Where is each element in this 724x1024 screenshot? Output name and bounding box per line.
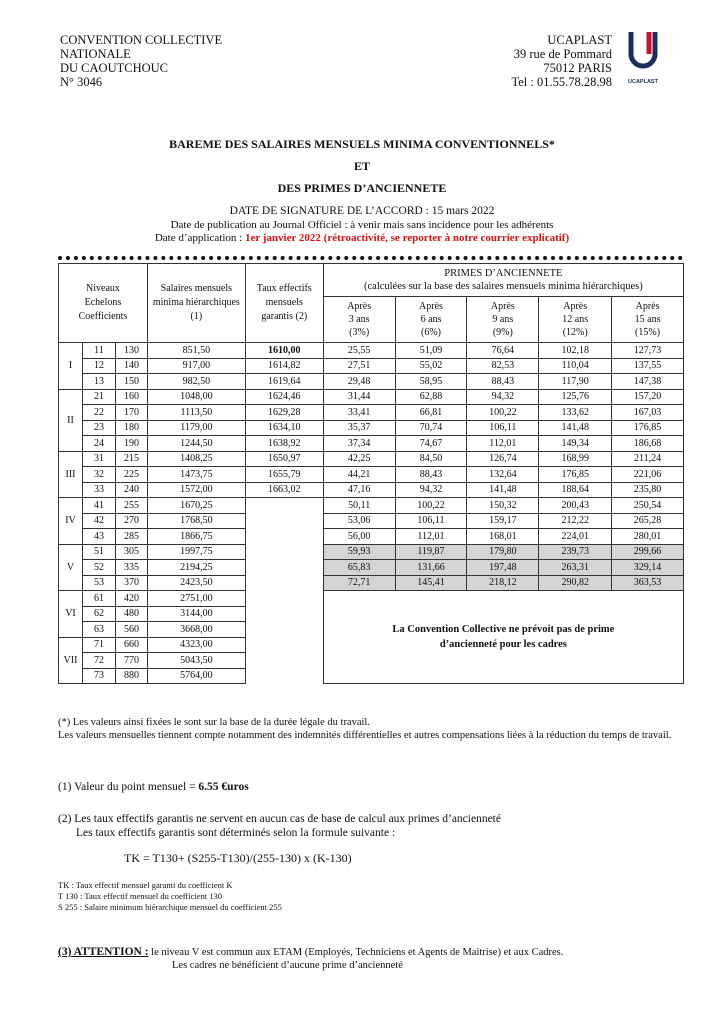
- table-row: [59, 482, 684, 498]
- prime-cell: 263,31: [539, 560, 612, 576]
- prime-cell: 106,11: [395, 513, 467, 529]
- primes-col-label: (6%): [421, 327, 441, 338]
- echelon-cell: 71: [82, 637, 115, 653]
- salary-cell: 2751,00: [147, 591, 245, 607]
- salary-cell: 851,50: [147, 343, 245, 359]
- salary-cell: 3668,00: [147, 622, 245, 638]
- prime-cell: 141,48: [467, 482, 539, 498]
- prime-cell: 56,00: [323, 529, 395, 545]
- prime-cell: 94,32: [467, 389, 539, 405]
- prime-cell: 88,43: [467, 374, 539, 390]
- prime-cell: 100,22: [467, 405, 539, 421]
- echelon-cell: 24: [82, 436, 115, 452]
- col-salaires-header: [147, 264, 245, 343]
- echelon-cell: 11: [82, 343, 115, 359]
- primes-col-label: 3 ans: [348, 314, 370, 325]
- header-left-line: CONVENTION COLLECTIVE: [60, 33, 223, 47]
- prime-cell: 94,32: [395, 482, 467, 498]
- separator-line: [58, 256, 683, 260]
- echelon-cell: 42: [82, 513, 115, 529]
- salary-cell: 1572,00: [147, 482, 245, 498]
- coefficient-cell: 660: [115, 637, 147, 653]
- echelon-cell: 32: [82, 467, 115, 483]
- attention-text-2: Les cadres ne bénéficient d’aucune prime d’ancienneté: [172, 960, 403, 971]
- prime-cell: 100,22: [395, 498, 467, 514]
- salary-cell: 1113,50: [147, 405, 245, 421]
- prime-cell: 188,64: [539, 482, 612, 498]
- echelon-cell: 62: [82, 606, 115, 622]
- prime-cell: 106,11: [467, 420, 539, 436]
- primes-col-label: 12 ans: [562, 314, 589, 325]
- table-row: [59, 529, 684, 545]
- prime-cell: 29,48: [323, 374, 395, 390]
- salary-cell: 1997,75: [147, 544, 245, 560]
- legend-tk: TK : Taux effectif mensuel garanti du coefficient K: [58, 880, 233, 890]
- prime-cell: 59,93: [323, 544, 395, 560]
- echelon-cell: 23: [82, 420, 115, 436]
- prime-cell: 149,34: [539, 436, 612, 452]
- prime-cell: 176,85: [612, 420, 684, 436]
- prime-cell: 44,21: [323, 467, 395, 483]
- attention-text-1: le niveau V est commun aux ETAM (Employés, Techniciens et Agents de Maitrise) et aux Cadres.: [148, 947, 564, 958]
- coefficient-cell: 140: [115, 358, 147, 374]
- salary-cell: 2194,25: [147, 560, 245, 576]
- table-row: [59, 591, 684, 607]
- prime-cell: 329,14: [612, 560, 684, 576]
- header-left-line: NATIONALE: [60, 47, 131, 61]
- prime-cell: 117,90: [539, 374, 612, 390]
- table-row: [59, 358, 684, 374]
- title-line3: DES PRIMES D’ANCIENNETE: [277, 181, 447, 195]
- prime-cell: 58,95: [395, 374, 467, 390]
- primes-col-label: Après: [635, 301, 660, 312]
- level-cell: III: [59, 451, 83, 498]
- echelon-cell: 52: [82, 560, 115, 576]
- prime-cell: 218,12: [467, 575, 539, 591]
- coefficient-cell: 240: [115, 482, 147, 498]
- prime-cell: 62,88: [395, 389, 467, 405]
- echelon-cell: 73: [82, 668, 115, 684]
- coefficient-cell: 130: [115, 343, 147, 359]
- taux-cell: 1655,79: [245, 467, 323, 483]
- prime-cell: 168,01: [467, 529, 539, 545]
- coefficient-cell: 150: [115, 374, 147, 390]
- level-cell: II: [59, 389, 83, 451]
- coefficient-cell: 770: [115, 653, 147, 669]
- salary-cell: 1670,25: [147, 498, 245, 514]
- logo-text: UCAPLAST: [628, 79, 658, 85]
- col-taux-label: Taux effectifs mensuels garantis (2): [256, 283, 312, 322]
- prime-cell: 70,74: [395, 420, 467, 436]
- prime-cell: 239,73: [539, 544, 612, 560]
- coefficient-cell: 370: [115, 575, 147, 591]
- level-cell: VII: [59, 637, 83, 684]
- prime-cell: 235,80: [612, 482, 684, 498]
- prime-cell: 137,55: [612, 358, 684, 374]
- point-value: 6.55 €uros: [198, 781, 249, 793]
- signature-date: DATE DE SIGNATURE DE L’ACCORD : 15 mars 2022: [229, 205, 495, 217]
- table-row: [59, 575, 684, 591]
- salary-table: [58, 263, 684, 684]
- table-row: [59, 467, 684, 483]
- coefficient-cell: 880: [115, 668, 147, 684]
- attention-label: (3) ATTENTION :: [58, 946, 149, 958]
- prime-cell: 112,01: [395, 529, 467, 545]
- primes-col-label: 9 ans: [492, 314, 514, 325]
- salary-cell: 917,00: [147, 358, 245, 374]
- prime-cell: 31,44: [323, 389, 395, 405]
- prime-cell: 55,02: [395, 358, 467, 374]
- primes-header: [323, 264, 683, 297]
- table-row: [59, 451, 684, 467]
- prime-cell: 159,17: [467, 513, 539, 529]
- salary-cell: 1768,50: [147, 513, 245, 529]
- header-right-line: UCAPLAST: [547, 33, 612, 47]
- prime-cell: 125,76: [539, 389, 612, 405]
- coefficient-cell: 215: [115, 451, 147, 467]
- point-prefix: (1) Valeur du point mensuel =: [58, 781, 199, 793]
- coefficient-cell: 420: [115, 591, 147, 607]
- coefficient-cell: 270: [115, 513, 147, 529]
- echelon-cell: 41: [82, 498, 115, 514]
- taux-cell: 1624,46: [245, 389, 323, 405]
- prime-cell: 53,06: [323, 513, 395, 529]
- taux-cell: 1650,97: [245, 451, 323, 467]
- header-left-line: DU CAOUTCHOUC: [60, 61, 168, 75]
- salary-cell: 3144,00: [147, 606, 245, 622]
- primes-title: PRIMES D’ANCIENNETE: [444, 268, 563, 279]
- prime-cell: 82,53: [467, 358, 539, 374]
- col-salaires-label: Salaires mensuels minima hiérarchiques (1): [152, 283, 240, 322]
- salary-cell: 1866,75: [147, 529, 245, 545]
- prime-cell: 33,41: [323, 405, 395, 421]
- taux-empty-cell: [245, 498, 323, 684]
- col-taux-header: [245, 264, 323, 343]
- prime-cell: 102,18: [539, 343, 612, 359]
- table-row: [59, 420, 684, 436]
- legend-t130: T 130 : Taux effectif mensuel du coefficient 130: [58, 891, 223, 901]
- application-red: 1er janvier 2022 (rétroactivité, se reporter à notre courrier explicatif): [244, 232, 570, 244]
- prime-cell: 280,01: [612, 529, 684, 545]
- primes-col-label: 15 ans: [634, 314, 661, 325]
- header-right-line: Tel : 01.55.78.28.98: [511, 75, 612, 89]
- prime-cell: 42,25: [323, 451, 395, 467]
- salary-cell: 1244,50: [147, 436, 245, 452]
- header-right: [440, 33, 612, 89]
- prime-cell: 150,32: [467, 498, 539, 514]
- salary-cell: 1473,75: [147, 467, 245, 483]
- prime-cell: 27,51: [323, 358, 395, 374]
- primes-col-label: (15%): [635, 327, 661, 338]
- prime-cell: 127,73: [612, 343, 684, 359]
- coefficient-cell: 335: [115, 560, 147, 576]
- primes-col-label: (9%): [492, 327, 513, 338]
- prime-cell: 76,64: [467, 343, 539, 359]
- primes-col-header: [539, 297, 612, 343]
- primes-col-header: [323, 297, 395, 343]
- title-line1: BAREME DES SALAIRES MENSUELS MINIMA CONVENTIONNELS*: [169, 137, 555, 151]
- table-row: [59, 436, 684, 452]
- taux-note-1: (2) Les taux effectifs garantis ne servent en aucun cas de base de calcul aux primes d’ancienneté: [58, 813, 501, 825]
- salary-cell: 1408,25: [147, 451, 245, 467]
- prime-cell: 119,87: [395, 544, 467, 560]
- note-star: (*) Les valeurs ainsi fixées le sont sur la base de la durée légale du travail.: [58, 717, 370, 728]
- level-cell: I: [59, 343, 83, 390]
- salary-cell: 4323,00: [147, 637, 245, 653]
- taux-note: [58, 812, 688, 840]
- salary-cell: 982,50: [147, 374, 245, 390]
- note-mensuelles: Les valeurs mensuelles tiennent compte notamment des indemnités différentielles et autres compensations liées à la réduction du temps de travail.: [58, 730, 672, 741]
- prime-cell: 211,24: [612, 451, 684, 467]
- coefficient-cell: 255: [115, 498, 147, 514]
- col-niveaux-label: Niveaux Echelons Coefficients: [78, 283, 128, 322]
- prime-cell: 186,68: [612, 436, 684, 452]
- prime-cell: 200,43: [539, 498, 612, 514]
- echelon-cell: 33: [82, 482, 115, 498]
- prime-cell: 88,43: [395, 467, 467, 483]
- table-row: [59, 560, 684, 576]
- level-cell: V: [59, 544, 83, 591]
- echelon-cell: 51: [82, 544, 115, 560]
- prime-cell: 74,67: [395, 436, 467, 452]
- attention-block: [58, 946, 698, 972]
- primes-subtitle: (calculées sur la base des salaires mensuels minima hiérarchiques): [364, 281, 643, 292]
- echelon-cell: 43: [82, 529, 115, 545]
- prime-cell: 112,01: [467, 436, 539, 452]
- prime-cell: 65,83: [323, 560, 395, 576]
- prime-cell: 157,20: [612, 389, 684, 405]
- echelon-cell: 72: [82, 653, 115, 669]
- coefficient-cell: 170: [115, 405, 147, 421]
- prime-cell: 147,38: [612, 374, 684, 390]
- taux-note-2: Les taux effectifs garantis sont déterminés selon la formule suivante :: [76, 827, 396, 839]
- prime-cell: 363,53: [612, 575, 684, 591]
- col-niveaux-header: [59, 264, 148, 343]
- prime-cell: 167,03: [612, 405, 684, 421]
- point-value-line: [58, 780, 249, 794]
- coefficient-cell: 560: [115, 622, 147, 638]
- prime-cell: 145,41: [395, 575, 467, 591]
- salary-cell: 5764,00: [147, 668, 245, 684]
- prime-cell: 299,66: [612, 544, 684, 560]
- prime-cell: 37,34: [323, 436, 395, 452]
- table-row: [59, 544, 684, 560]
- coefficient-cell: 180: [115, 420, 147, 436]
- echelon-cell: 12: [82, 358, 115, 374]
- echelon-cell: 22: [82, 405, 115, 421]
- primes-col-label: 6 ans: [420, 314, 442, 325]
- primes-col-header: [467, 297, 539, 343]
- prime-cell: 265,28: [612, 513, 684, 529]
- table-row: [59, 498, 684, 514]
- primes-col-label: Après: [419, 301, 443, 312]
- prime-cell: 212,22: [539, 513, 612, 529]
- prime-cell: 132,64: [467, 467, 539, 483]
- salary-cell: 1048,00: [147, 389, 245, 405]
- legend-s255: S 255 : Salaire minimum hiérarchique mensuel du coefficient 255: [58, 902, 282, 912]
- salary-cell: 2423,50: [147, 575, 245, 591]
- logo-u-icon: [618, 28, 668, 76]
- prime-cell: 168,99: [539, 451, 612, 467]
- prime-cell: 133,62: [539, 405, 612, 421]
- echelon-cell: 31: [82, 451, 115, 467]
- prime-cell: 47,16: [323, 482, 395, 498]
- header-left: [60, 33, 222, 89]
- echelon-cell: 21: [82, 389, 115, 405]
- table-row: [59, 343, 684, 359]
- coefficient-cell: 190: [115, 436, 147, 452]
- prime-cell: 179,80: [467, 544, 539, 560]
- coefficient-cell: 160: [115, 389, 147, 405]
- prime-cell: 35,37: [323, 420, 395, 436]
- prime-cell: 50,11: [323, 498, 395, 514]
- cadres-note: La Convention Collective ne prévoit pas de prime d’ancienneté pour les cadres: [323, 591, 683, 684]
- prime-cell: 25,55: [323, 343, 395, 359]
- prime-cell: 224,01: [539, 529, 612, 545]
- coefficient-cell: 480: [115, 606, 147, 622]
- taux-cell: 1634,10: [245, 420, 323, 436]
- formula-legend: [58, 880, 282, 913]
- header-right-line: 75012 PARIS: [543, 61, 612, 75]
- primes-col-header: [395, 297, 467, 343]
- prime-cell: 84,50: [395, 451, 467, 467]
- prime-cell: 250,54: [612, 498, 684, 514]
- coefficient-cell: 305: [115, 544, 147, 560]
- prime-cell: 176,85: [539, 467, 612, 483]
- application-date: [0, 232, 724, 245]
- prime-cell: 197,48: [467, 560, 539, 576]
- taux-cell: 1619,64: [245, 374, 323, 390]
- publication-date: Date de publication au Journal Officiel : à venir mais sans incidence pour les adhérents: [170, 219, 554, 231]
- header-left-line: N° 3046: [60, 75, 103, 89]
- ucaplast-logo: [618, 28, 668, 90]
- taux-cell: 1638,92: [245, 436, 323, 452]
- formula: TK = T130+ (S255-T130)/(255-130) x (K-130): [124, 851, 352, 865]
- prime-cell: 72,71: [323, 575, 395, 591]
- primes-col-label: (3%): [349, 327, 370, 338]
- salary-cell: 5043,50: [147, 653, 245, 669]
- prime-cell: 221,06: [612, 467, 684, 483]
- echelon-cell: 53: [82, 575, 115, 591]
- salary-cell: 1179,00: [147, 420, 245, 436]
- primes-col-header: [612, 297, 684, 343]
- level-cell: IV: [59, 498, 83, 545]
- level-cell: VI: [59, 591, 83, 638]
- taux-cell: 1610,00: [245, 343, 323, 359]
- echelon-cell: 13: [82, 374, 115, 390]
- table-row: [59, 389, 684, 405]
- table-row: [59, 405, 684, 421]
- prime-cell: 66,81: [395, 405, 467, 421]
- primes-col-label: (12%): [562, 327, 588, 338]
- taux-cell: 1663,02: [245, 482, 323, 498]
- notes-block: [58, 716, 688, 742]
- header-right-line: 39 rue de Pommard: [513, 47, 612, 61]
- echelon-cell: 63: [82, 622, 115, 638]
- echelon-cell: 61: [82, 591, 115, 607]
- primes-col-label: Après: [347, 301, 372, 312]
- prime-cell: 126,74: [467, 451, 539, 467]
- application-prefix: Date d’application :: [154, 232, 245, 244]
- prime-cell: 290,82: [539, 575, 612, 591]
- prime-cell: 141,48: [539, 420, 612, 436]
- primes-col-label: Après: [490, 301, 515, 312]
- primes-col-label: Après: [563, 301, 588, 312]
- taux-cell: 1614,82: [245, 358, 323, 374]
- coefficient-cell: 285: [115, 529, 147, 545]
- table-row: [59, 513, 684, 529]
- coefficient-cell: 225: [115, 467, 147, 483]
- taux-cell: 1629,28: [245, 405, 323, 421]
- prime-cell: 131,66: [395, 560, 467, 576]
- title-line2: ET: [353, 159, 370, 173]
- table-row: [59, 374, 684, 390]
- prime-cell: 110,04: [539, 358, 612, 374]
- prime-cell: 51,09: [395, 343, 467, 359]
